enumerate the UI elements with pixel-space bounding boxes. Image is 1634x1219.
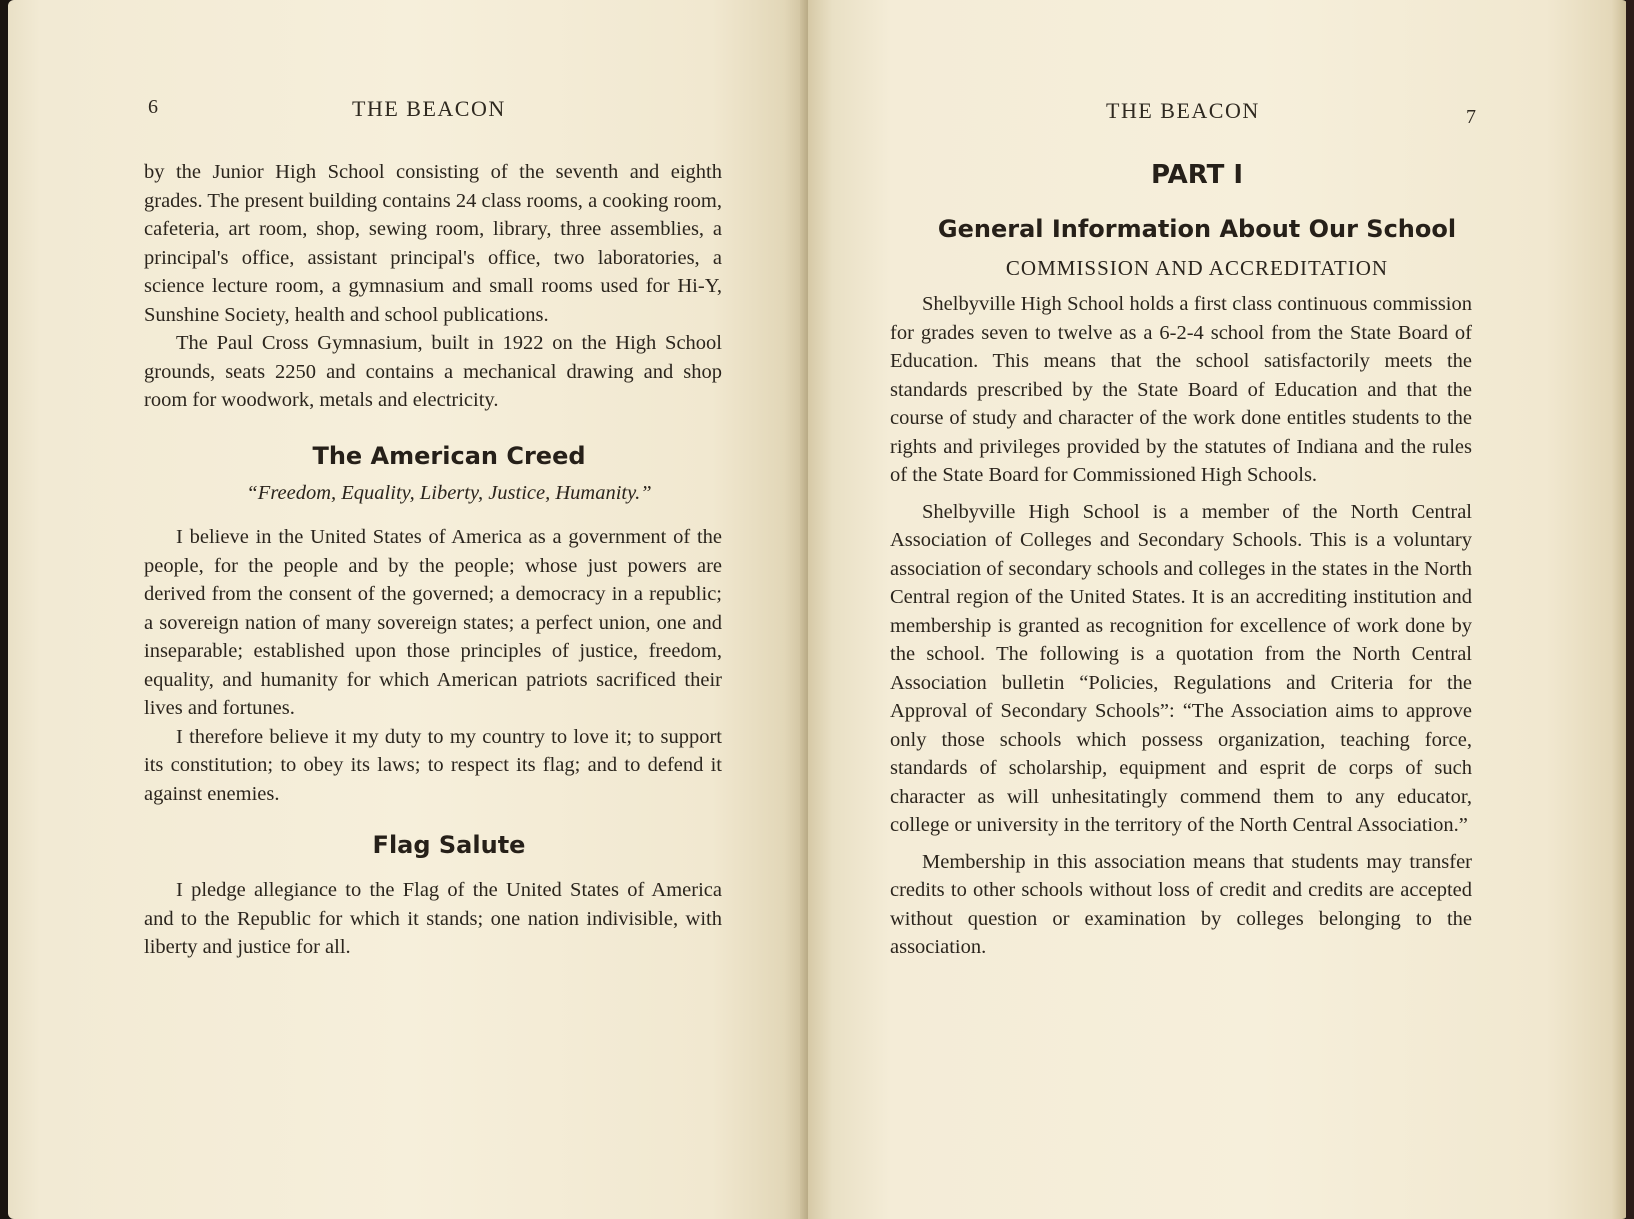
flag-salute-paragraph: I pledge allegiance to the Flag of the United States of America and to the Republic for which it stands; one nation indivisible, with liberty and justice for all. — [144, 879, 722, 958]
left-page-number: 6 — [148, 96, 158, 118]
gymnasium-paragraph: The Paul Cross Gymnasium, built in 1922 on the High School grounds, seats 2250 and contains a mechanical drawing and shop room for woodwork, metals and electricity. — [144, 332, 722, 411]
american-creed-motto: “Freedom, Equality, Liberty, Justice, Humanity.” — [246, 481, 652, 504]
flag-salute-heading: Flag Salute — [372, 831, 526, 859]
commission-paragraph: Shelbyville High School holds a first class continuous commission for grades seven to twelve as a 6-2-4 school from the State Board of Education. This means that the school satisfactorily meets the standards prescribed by the State Board of Education and that the course of study and character of the work done entitles students to the rights and privileges provided by the statutes of Indiana and the rules of the State Board for Commissioned High Schools. — [890, 293, 1472, 486]
general-information-heading: General Information About Our School — [937, 215, 1457, 243]
part-heading: PART I — [1150, 160, 1244, 190]
commission-accreditation-heading: COMMISSION AND ACCREDITATION — [1005, 256, 1389, 280]
left-page-column — [144, 158, 722, 962]
north-central-paragraph: Shelbyville High School is a member of the North Central Association of Colleges and Secondary Schools. This is a voluntary association of secondary schools and colleges in the states in the North Central region of the United States. It is an accrediting institution and membership is granted as recognition for excellence of work done by the school. The following is a quotation from the North Central Association bulletin “Policies, Regulations and Criteria for the Approval of Secondary Schools”: “The Association aims to approve only those schools which possess organization, teaching force, standards of scholarship, equipment and esprit de corps of such character as will unhesitatingly commend them to any educator, college or university in the territory of the North Central Association.” — [890, 500, 1472, 836]
left-running-head: THE BEACON — [352, 96, 506, 121]
right-page-column — [890, 158, 1472, 962]
american-creed-heading: The American Creed — [312, 441, 586, 470]
right-running-head: THE BEACON — [1106, 98, 1260, 123]
right-page-number: 7 — [1466, 106, 1476, 128]
intro-paragraph-continued: by the Junior High School consisting of the seventh and eighth grades. The present building contains 24 class rooms, a cooking room, cafeteria, art room, shop, sewing room, library, three assemblies, a principal's office, assistant principal's office, two laboratories, a science lecture room, a gymnasium and small rooms used for Hi-Y, Sunshine Society, health and school publications. — [144, 161, 722, 326]
creed-duty-paragraph: I therefore believe it my duty to my country to love it; to support its constitution; to obey its laws; to respect its flag; and to defend it against enemies. — [144, 725, 722, 805]
membership-paragraph: Membership in this association means that students may transfer credits to other schools without loss of credit and credits are accepted without question or examination by colleges belonging to the association. — [890, 850, 1472, 958]
book-cover-edge — [1626, 0, 1634, 1219]
creed-paragraph: I believe in the United States of America as a government of the people, for the people and by the people; whose just powers are derived from the consent of the governed; a democracy in a republic; a sovereign nation of many sovereign states; a perfect union, one and inseparable; established upon those principles of justice, freedom, equality, and humanity for which American patriots sacrificed their lives and fortunes. — [144, 526, 722, 719]
